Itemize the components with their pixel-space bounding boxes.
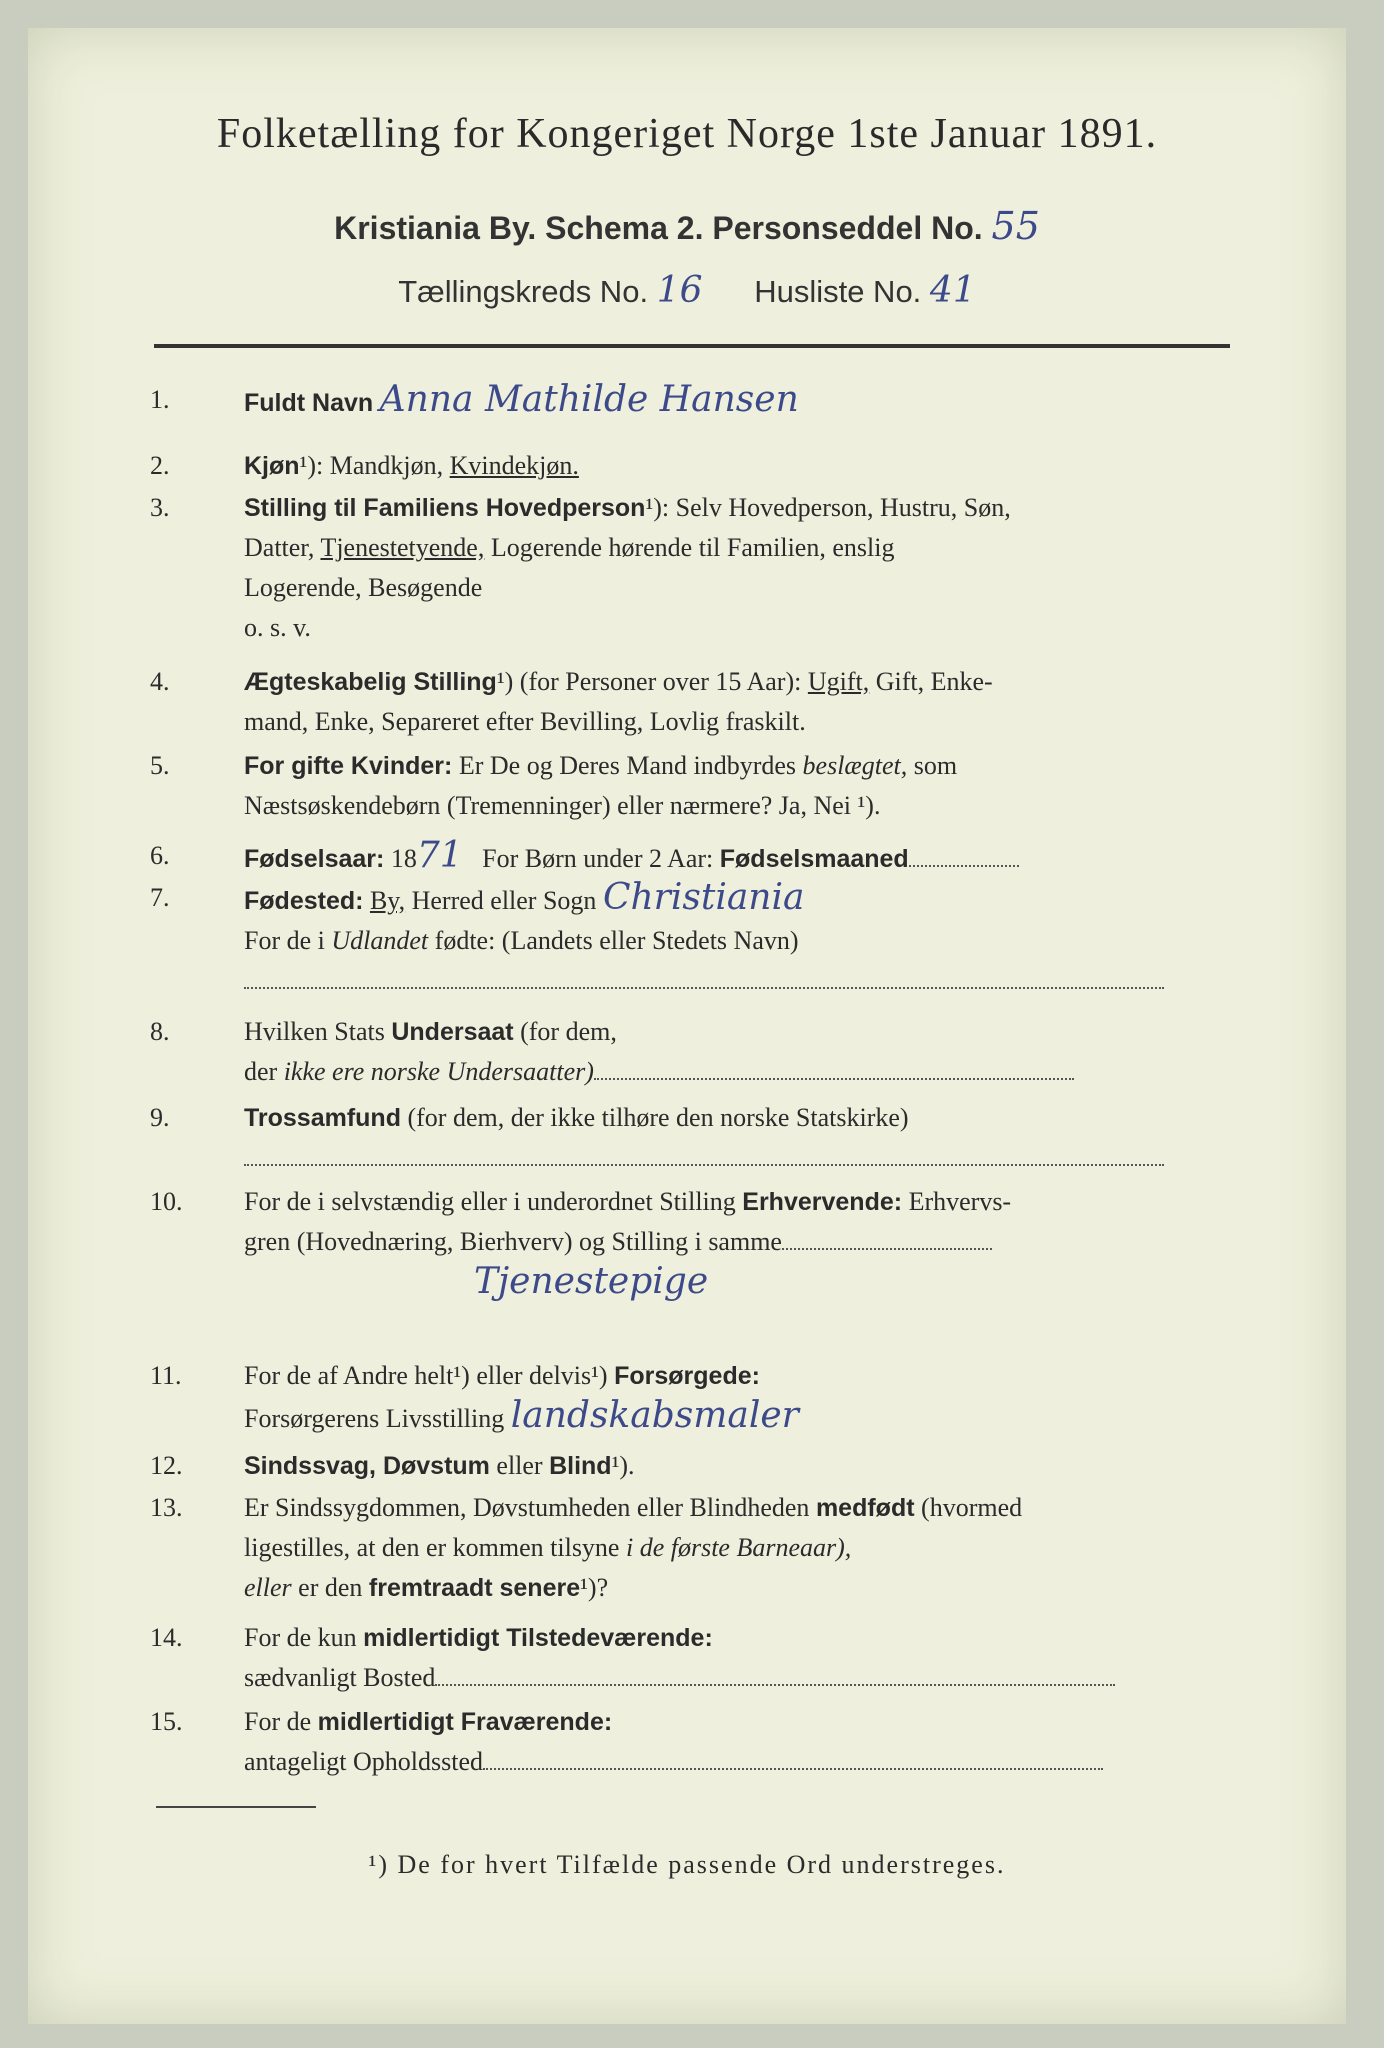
field-label: Fødested: xyxy=(244,887,364,915)
kreds-number: 16 xyxy=(656,270,703,311)
field-label: Undersaat xyxy=(391,1018,514,1046)
field-label: Erhvervende: xyxy=(742,1188,903,1216)
field-label: midlertidigt Fraværende: xyxy=(317,1708,613,1736)
field-label: Stilling til Familiens Hovedperson xyxy=(244,494,646,522)
kreds-line xyxy=(28,270,1346,311)
page-title: Folketælling for Kongeriget Norge 1ste Januar 1891. xyxy=(216,111,1158,157)
selected-option: Tjenestetyende, xyxy=(320,533,485,562)
field-label: Fødselsaar: xyxy=(244,845,385,873)
kreds-label: Tællingskreds No. xyxy=(398,274,649,309)
footnote: ¹) De for hvert Tilfælde passende Ord understreges. xyxy=(368,1850,1006,1879)
schema-line xyxy=(28,204,1346,248)
personseddel-number: 55 xyxy=(991,204,1040,248)
census-form: Folketælling for Kongeriget Norge 1ste Januar 1891. Kristiania By. Schema 2. Personseddel No. 55 Tællingskreds No. 16 Husliste No. 41 1. Fuldt Navn Anna Mathilde Hansen 2. Kjøn¹): Mandkjøn, Kvindekjøn. 3. Stilling til Familiens Hovedperson¹): Selv Hovedperson, Hustru, Søn, Datter, Tjenestetyende, Logerende hørende til Familien, enslig Logerende, Besøgende o. s. v. 4. Ægteskabelig Stilling¹) (for Personer over 15 Aar): Ugift, Gift, Enke- mand, Enke, Separeret efter Bevilling, Lovlig fraskilt. 5. For gifte Kvinder: Er De og Deres Mand indbyrdes beslægtet, som Næstsøskendebørn (Tremenninger) eller nærmere? Ja, Nei ¹). 6. Fødselsaar: 1871 For Børn under 2 Aar: Fødselsmaaned 7. Fødested: By, Herred eller Sogn Christiania For de i Udlandet fødte: (Landets eller Stedets Navn) 8. Hvilken Stats Undersaat (for dem, der ikke ere norske Undersaatter) 9. Trossamfund (for dem, der ikke tilhøre den norske Statskirke) 10. For de i selvstændig eller i underordnet Stilling Erhvervende: Erhvervs- gren (Hovednæring, Bierhverv) og Stilling i samme Tjenestepige 11. For de af Andre helt¹) eller delvis¹) Forsørgede: Forsørgerens Livsstilling landskabsmaler 12. Sindssvag, Døvstum eller Blind¹). 13. Er Sindssygdommen, Døvstumheden eller Blindheden medfødt (hvormed ligestilles, at den er kommen tilsyne i de første Barneaar), eller er den fremtraadt senere¹)? 14. For de kun midlertidigt Tilstedeværende: sædvanligt Bosted 15. For de midlertidigt Fraværende: antageligt Opholdssted ¹) De for hvert Tilfælde passende Ord understreges. xyxy=(28,28,1346,2024)
footnote-divider xyxy=(156,1806,316,1808)
field-number: 1. xyxy=(150,385,170,414)
occupation-value: Tjenestepige xyxy=(474,1261,709,1302)
birth-year-value: 71 xyxy=(416,835,463,876)
field-label: midlertidigt Tilstedeværende: xyxy=(363,1624,713,1652)
field-label: Ægteskabelig Stilling xyxy=(244,668,497,696)
header-divider xyxy=(154,344,1230,348)
field-label: Trossamfund xyxy=(244,1104,401,1132)
field-label: For gifte Kvinder: xyxy=(244,752,453,780)
field-label: Sindssvag, Døvstum xyxy=(244,1452,490,1480)
selected-option: By, xyxy=(369,886,406,915)
birthplace-value: Christiania xyxy=(602,877,805,918)
full-name-value: Anna Mathilde Hansen xyxy=(379,379,799,420)
husliste-label: Husliste No. xyxy=(754,274,922,309)
selected-option: Ugift, xyxy=(807,667,870,696)
field-label: Forsørgede: xyxy=(614,1362,760,1390)
provider-occupation-value: landskabsmaler xyxy=(510,1395,799,1436)
field-label: Fuldt Navn xyxy=(244,389,374,417)
schema-label: Kristiania By. Schema 2. Personseddel No. xyxy=(334,210,983,246)
selected-option: Kvindekjøn. xyxy=(449,451,579,480)
field-label: medfødt xyxy=(815,1494,915,1522)
husliste-number: 41 xyxy=(929,270,976,311)
field-label: Kjøn xyxy=(244,452,300,480)
